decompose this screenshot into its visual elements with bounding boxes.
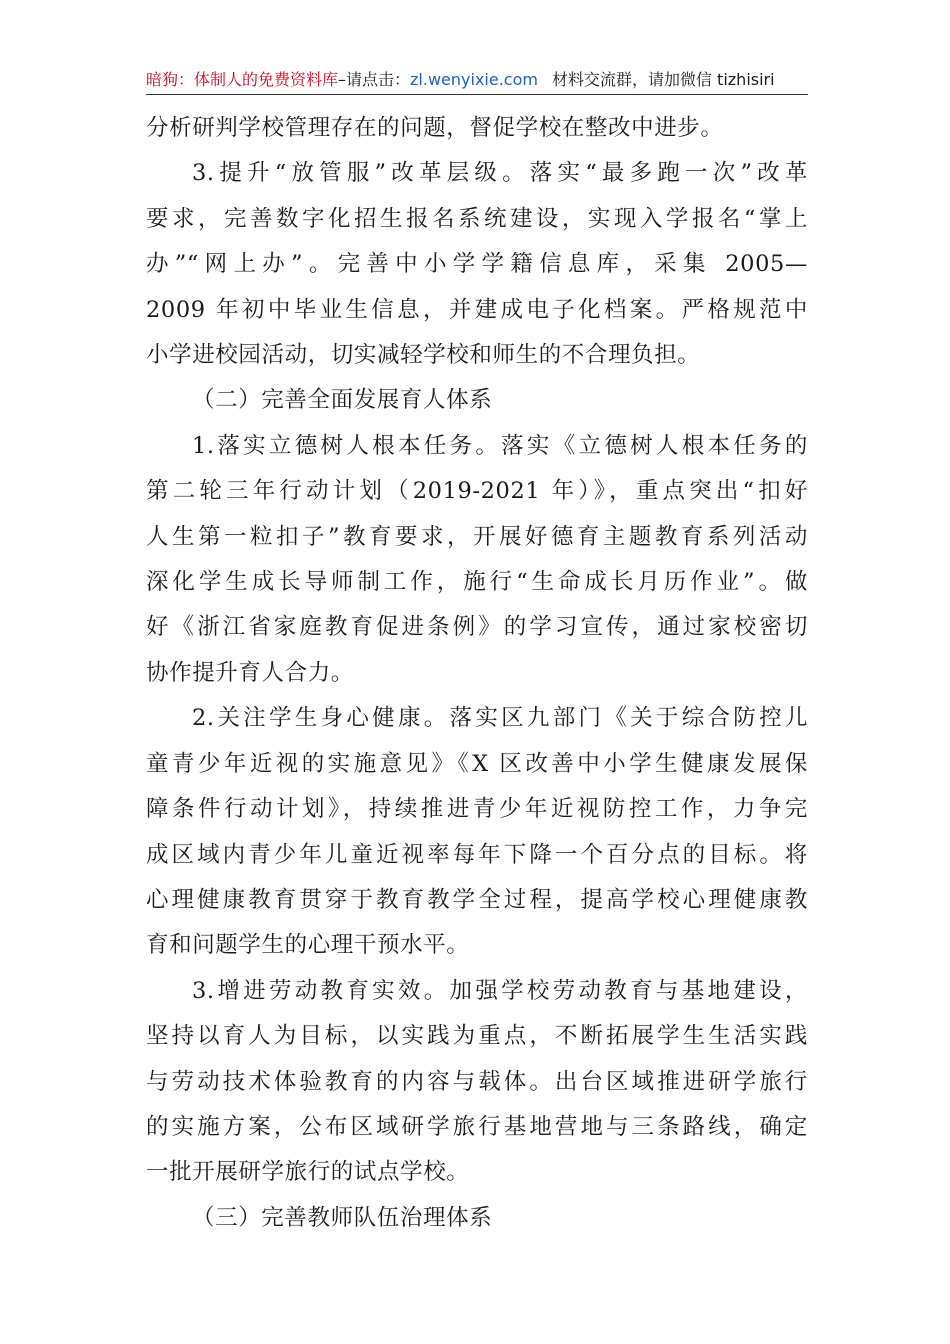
text-line: 1.落实立德树人根本任务。落实《立德树人根本任务的 (192, 432, 808, 459)
document-body (146, 106, 808, 1241)
text-line: 童青少年近视的实施意见》《X 区改善中小学生健康发展保 (146, 750, 808, 777)
header-brand: 暗狗：体制人的免费资料库 (146, 70, 339, 89)
text-line: 成区域内青少年儿童近视率每年下降一个百分点的目标。将 (146, 841, 808, 868)
header-contact: 材料交流群，请加微信 tizhisiri (551, 70, 775, 89)
page-header (146, 66, 808, 95)
text-line: 障条件行动计划》，持续推进青少年近视防控工作，力争完 (146, 796, 808, 823)
text-line: 深化学生成长导师制工作，施行“生命成长月历作业”。做 (146, 569, 808, 596)
text-line: 3.增进劳动教育实效。加强学校劳动教育与基地建设， (192, 977, 808, 1004)
text-line: 3.提升“放管服”改革层级。落实“最多跑一次”改革 (192, 160, 808, 187)
section-heading-3: （三）完善教师队伍治理体系 (192, 1204, 493, 1231)
text-line: 2.关注学生身心健康。落实区九部门《关于综合防控儿 (192, 705, 808, 732)
text-line: 与劳动技术体验教育的内容与载体。出台区域推进研学旅行 (146, 1068, 808, 1095)
section-heading-2: （二）完善全面发展育人体系 (192, 387, 493, 414)
paragraph-health (146, 696, 808, 968)
text-line: 的实施方案，公布区域研学旅行基地营地与三条路线，确定 (146, 1113, 808, 1140)
header-url-link[interactable]: zl.wenyixie.com (410, 70, 538, 89)
text-line: 第二轮三年行动计划（2019-2021 年）》，重点突出“扣好 (146, 478, 808, 505)
text-line: 人生第一粒扣子”教育要求，开展好德育主题教育系列活动 (146, 523, 808, 550)
paragraph-fang-guan-fu (146, 151, 808, 378)
text-line: 办”“网上办”。完善中小学学籍信息库，采集 2005— (146, 251, 808, 278)
paragraph-lide-shuren (146, 424, 808, 696)
text-line: 一批开展研学旅行的试点学校。 (146, 1159, 470, 1186)
text-line: 协作提升育人合力。 (146, 659, 354, 686)
text-line: 小学进校园活动，切实减轻学校和师生的不合理负担。 (146, 342, 701, 369)
text-line: 育和问题学生的心理干预水平。 (146, 932, 470, 959)
text-line: 好《浙江省家庭教育促进条例》的学习宣传，通过家校密切 (146, 614, 808, 641)
text-line: 要求，完善数字化招生报名系统建设，实现入学报名“掌上 (146, 205, 808, 232)
text-line: 心理健康教育贯穿于教育教学全过程，提高学校心理健康教 (146, 886, 808, 913)
paragraph-labor-education (146, 969, 808, 1196)
header-click-prefix: –请点击： (338, 70, 411, 89)
text-line: 2009 年初中毕业生信息，并建成电子化档案。严格规范中 (146, 296, 808, 323)
text-line: 分析研判学校管理存在的问题，督促学校在整改中进步。 (146, 115, 724, 141)
text-line: 坚持以育人为目标，以实践为重点，不断拓展学生生活实践 (146, 1023, 808, 1050)
paragraph-continuation (146, 106, 808, 151)
